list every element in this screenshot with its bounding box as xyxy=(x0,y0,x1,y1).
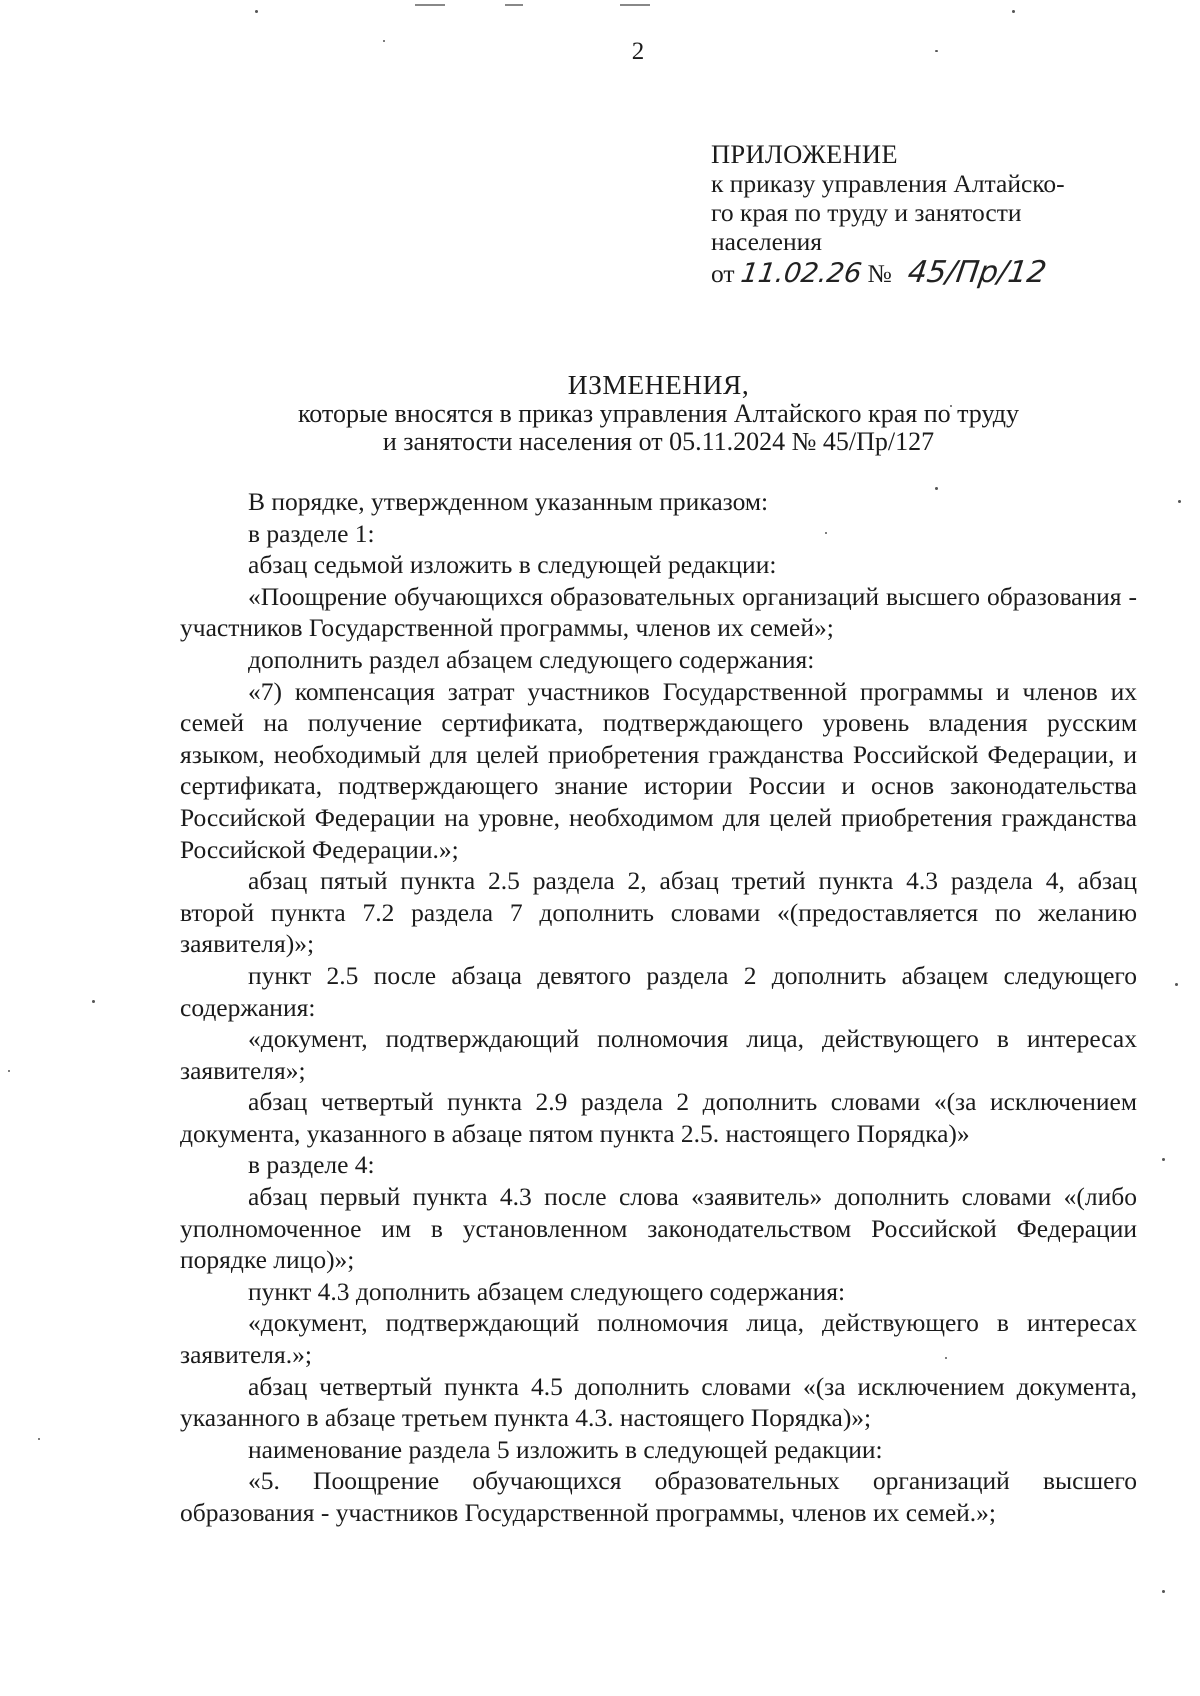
paragraph: «документ, подтверждающий полномочия лица, действующего в интересах заявителя.»; xyxy=(180,1308,1137,1370)
paragraph: в разделе 4: xyxy=(248,1150,375,1180)
paragraph: абзац пятый пункта 2.5 раздела 2, абзац третий пункта 4.3 раздела 4, абзац второй пункта 7.2 раздела 7 дополнить словами «(предоставляется по желанию заявителя)»; xyxy=(180,866,1137,959)
title-main: ИЗМЕНЕНИЯ, xyxy=(567,369,750,400)
paragraph: абзац первый пункта 4.3 после слова «заявитель» дополнить словами «(либо уполномоченное им в установленном законодательством Российской Федерации порядке лицо)»; xyxy=(180,1182,1137,1275)
paragraph: абзац четвертый пункта 2.9 раздела 2 дополнить словами «(за исключением документа, указанного в абзаце пятом пункта 2.5. настоящего Порядка)» xyxy=(180,1087,1137,1148)
number-prefix: № xyxy=(867,259,892,289)
paragraph: в разделе 1: xyxy=(248,518,375,548)
paragraph: «документ, подтверждающий полномочия лица, действующего в интересах заявителя»; xyxy=(180,1024,1137,1085)
appendix-title: ПРИЛОЖЕНИЕ xyxy=(711,139,898,169)
scan-artifact-line xyxy=(505,4,523,6)
appendix-line: го края по труду и занятости xyxy=(711,197,1022,227)
handwritten-number: 45/Пр/12 xyxy=(905,255,1049,291)
appendix-line: населения xyxy=(711,226,822,256)
paragraph: «7) компенсация затрат участников Государственной программы и членов их семей на получение сертификата, подтверждающего уровень владения русским языком, необходимый для целей приобретения гражданства Российской Федерации, и сертификата, подтверждающего знание истории России и основ законодательства Российской Федерации на уровне, необходимом для целей приобретения гражданства Российской Федерации.»; xyxy=(180,676,1137,864)
page-number: 2 xyxy=(631,38,645,65)
paragraph: пункт 4.3 дополнить абзацем следующего содержания: xyxy=(248,1276,846,1306)
handwritten-date: 11.02.26 xyxy=(738,258,864,290)
document-body xyxy=(180,486,1137,1529)
paragraph: абзац седьмой изложить в следующей редакции: xyxy=(248,550,777,580)
paragraph: пункт 2.5 после абзаца девятого раздела 2 дополнить абзацем следующего содержания: xyxy=(180,960,1137,1022)
scan-artifact-line xyxy=(415,4,445,6)
appendix-header xyxy=(711,140,1111,290)
paragraph: наименование раздела 5 изложить в следующей редакции: xyxy=(248,1434,883,1464)
appendix-line: к приказу управления Алтайско- xyxy=(711,168,1065,198)
title-line: и занятости населения от 05.11.2024 № 45/Пр/127 xyxy=(382,426,935,456)
paragraph: В порядке, утвержденном указанным приказом: xyxy=(248,487,769,516)
appendix-date-line xyxy=(711,256,1111,290)
paragraph: дополнить раздел абзацем следующего содержания: xyxy=(248,644,815,674)
paragraph: «5. Поощрение обучающихся образовательных организаций высшего образования - участников Государственной программы, членов их семей.»; xyxy=(180,1466,1137,1527)
paragraph: «Поощрение обучающихся образовательных организаций высшего образования - участников Государственной программы, членов их семей»; xyxy=(180,581,1137,643)
paragraph: абзац четвертый пункта 4.5 дополнить словами «(за исключением документа, указанного в абзаце третьем пункта 4.3. настоящего Порядка)»; xyxy=(180,1371,1137,1433)
scan-artifact-line xyxy=(620,4,650,6)
title-line: которые вносятся в приказ управления Алтайского края по труду xyxy=(297,398,1020,428)
date-prefix: от xyxy=(711,259,735,289)
document-title xyxy=(180,370,1137,456)
